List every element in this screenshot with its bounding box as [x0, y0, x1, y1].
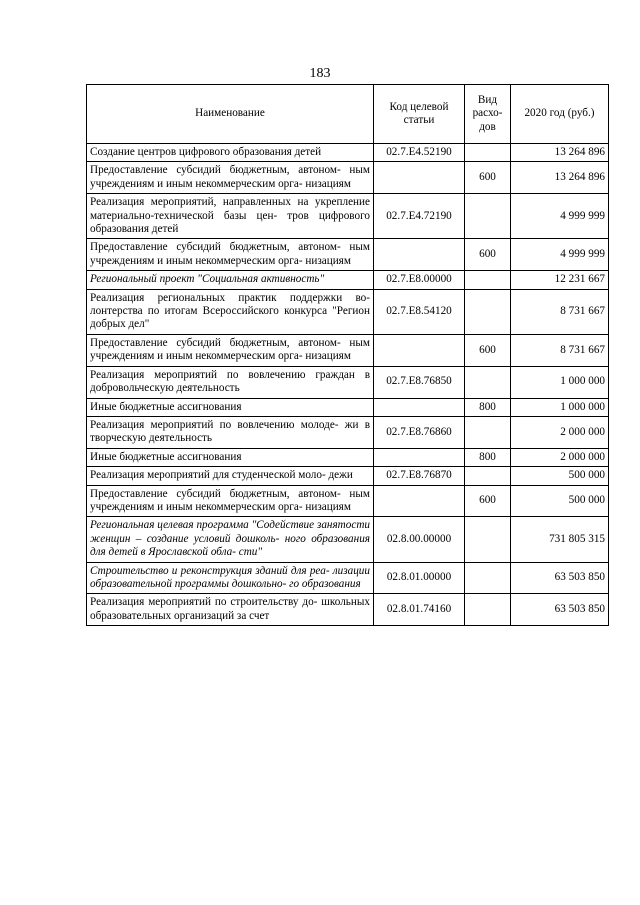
row-type	[465, 416, 511, 448]
row-sum: 4 999 999	[511, 194, 609, 239]
row-code: 02.7.E8.76850	[374, 366, 465, 398]
row-code	[374, 239, 465, 271]
row-code: 02.7.E8.54120	[374, 289, 465, 334]
row-name: Создание центров цифрового образования детей	[87, 144, 374, 162]
table-row	[87, 144, 609, 162]
row-sum: 1 000 000	[511, 398, 609, 416]
budget-table	[86, 84, 609, 626]
table-row	[87, 594, 609, 626]
row-type	[465, 594, 511, 626]
row-name: Региональная целевая программа "Содействие занятости женщин – создание условий дошколь- ного образования для детей в Ярославской обла- сти"	[87, 517, 374, 562]
row-code: 02.7.E8.76870	[374, 467, 465, 485]
row-sum: 2 000 000	[511, 448, 609, 466]
row-type	[465, 467, 511, 485]
table-header-row	[87, 85, 609, 144]
row-sum: 731 805 315	[511, 517, 609, 562]
row-sum: 8 731 667	[511, 334, 609, 366]
row-type	[465, 366, 511, 398]
row-name: Предоставление субсидий бюджетным, автоном- ным учреждениям и иным некоммерческим орга- низациям	[87, 485, 374, 517]
row-sum: 63 503 850	[511, 562, 609, 594]
table-row	[87, 398, 609, 416]
row-sum: 8 731 667	[511, 289, 609, 334]
row-name: Предоставление субсидий бюджетным, автоном- ным учреждениям и иным некоммерческим орга- низациям	[87, 239, 374, 271]
row-code	[374, 448, 465, 466]
row-sum: 12 231 667	[511, 271, 609, 289]
header-name: Наименование	[87, 85, 374, 144]
row-type: 600	[465, 334, 511, 366]
row-sum: 1 000 000	[511, 366, 609, 398]
row-type: 800	[465, 448, 511, 466]
row-type: 800	[465, 398, 511, 416]
row-sum: 2 000 000	[511, 416, 609, 448]
table-row	[87, 467, 609, 485]
table-row	[87, 194, 609, 239]
row-name: Региональный проект "Социальная активность"	[87, 271, 374, 289]
table-row	[87, 162, 609, 194]
row-code: 02.8.01.74160	[374, 594, 465, 626]
page-number: 183	[309, 66, 331, 81]
table-row	[87, 239, 609, 271]
table-row	[87, 448, 609, 466]
table-row	[87, 517, 609, 562]
header-code: Код целевой статьи	[374, 85, 465, 144]
row-sum: 63 503 850	[511, 594, 609, 626]
row-code	[374, 398, 465, 416]
row-code: 02.7.E8.76860	[374, 416, 465, 448]
table-row	[87, 562, 609, 594]
row-type	[465, 194, 511, 239]
row-type: 600	[465, 239, 511, 271]
row-name: Реализация мероприятий по вовлечению молоде- жи в творческую деятельность	[87, 416, 374, 448]
row-type	[465, 144, 511, 162]
row-code: 02.7.E8.00000	[374, 271, 465, 289]
row-code: 02.8.01.00000	[374, 562, 465, 594]
row-name: Реализация региональных практик поддержки во- лонтерства по итогам Всероссийского конкурса "Регион добрых дел"	[87, 289, 374, 334]
row-type	[465, 517, 511, 562]
row-name: Предоставление субсидий бюджетным, автоном- ным учреждениям и иным некоммерческим орга- низациям	[87, 334, 374, 366]
row-name: Иные бюджетные ассигнования	[87, 398, 374, 416]
table-row	[87, 366, 609, 398]
table-row	[87, 416, 609, 448]
header-type: Вид расхо- дов	[465, 85, 511, 144]
row-type: 600	[465, 485, 511, 517]
row-sum: 4 999 999	[511, 239, 609, 271]
row-name: Реализация мероприятий по вовлечению граждан в добровольческую деятельность	[87, 366, 374, 398]
row-type	[465, 271, 511, 289]
row-type	[465, 562, 511, 594]
row-name: Реализация мероприятий, направленных на укрепление материально-технической базы цен- тров цифрового образования детей	[87, 194, 374, 239]
header-sum: 2020 год (руб.)	[511, 85, 609, 144]
row-code: 02.7.E4.52190	[374, 144, 465, 162]
row-code	[374, 162, 465, 194]
row-code: 02.8.00.00000	[374, 517, 465, 562]
row-sum: 500 000	[511, 485, 609, 517]
row-type: 600	[465, 162, 511, 194]
row-sum: 13 264 896	[511, 162, 609, 194]
row-code	[374, 485, 465, 517]
table-row	[87, 334, 609, 366]
row-code	[374, 334, 465, 366]
table-row	[87, 485, 609, 517]
row-code: 02.7.E4.72190	[374, 194, 465, 239]
row-name: Реализация мероприятий для студенческой моло- дежи	[87, 467, 374, 485]
table-row	[87, 289, 609, 334]
row-name: Строительство и реконструкция зданий для реа- лизации образовательной программы дошкольно- го образования	[87, 562, 374, 594]
row-name: Предоставление субсидий бюджетным, автоном- ным учреждениям и иным некоммерческим орга- низациям	[87, 162, 374, 194]
row-sum: 13 264 896	[511, 144, 609, 162]
row-sum: 500 000	[511, 467, 609, 485]
row-type	[465, 289, 511, 334]
row-name: Иные бюджетные ассигнования	[87, 448, 374, 466]
row-name: Реализация мероприятий по строительству до- школьных образовательных организаций за счет	[87, 594, 374, 626]
table-row	[87, 271, 609, 289]
